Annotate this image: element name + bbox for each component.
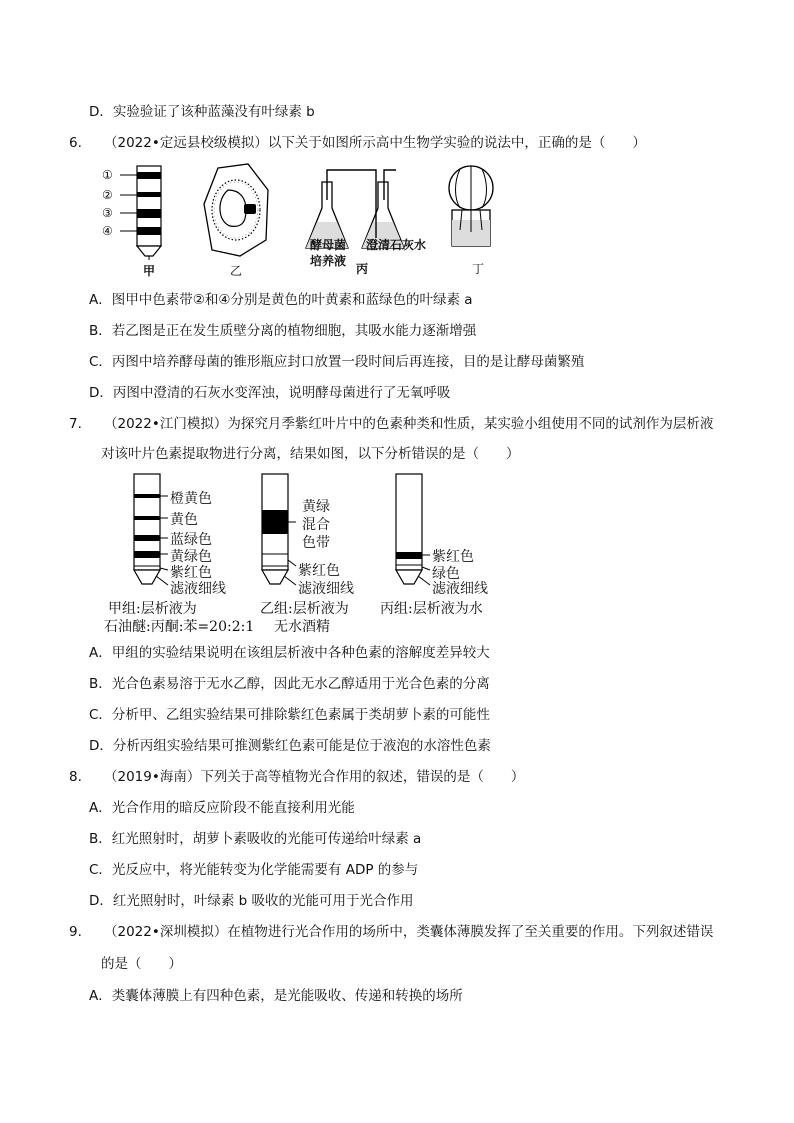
label-yeast-1: 酵母菌 [310,238,347,252]
q6-option-c: C．丙图中培养酵母菌的锥形瓶应封口放置一段时间后再连接，目的是让酵母菌繁殖 [89,354,585,370]
bing-label-1: 紫红色 [432,549,474,565]
strip-group-yi [262,474,296,585]
yi-label-3: 色带 [302,535,330,551]
jia-label-5: 紫红色 [170,565,212,581]
q8-option-c: C．光反应中，将光能转变为化学能需要有 ADP 的参与 [89,862,419,878]
cell-yi [204,164,268,256]
jia-label-3: 蓝绿色 [170,532,212,548]
q6-option-d: D．丙图中澄清的石灰水变浑浊，说明酵母菌进行了无氧呼吸 [89,385,451,401]
yi-label-5: 滤液细线 [298,581,354,597]
q8-option-a: A．光合作用的暗反应阶段不能直接利用光能 [89,800,355,816]
label-jia: 甲 [143,264,156,278]
question-6-number: 6. [69,135,82,151]
jia-caption-1: 甲组:层析液为 [108,601,197,617]
q8-option-b: B．红光照射时，胡萝卜素吸收的光能可传递给叶绿素 a [89,831,422,847]
bing-label-2: 绿色 [432,566,460,582]
jia-label-4: 黄绿色 [170,549,212,565]
question-8-number: 8. [69,769,82,785]
band-label-1: ① [102,168,113,182]
bing-label-3: 滤液细线 [432,581,488,597]
question-9-stem-1: （2022•深圳模拟）在植物进行光合作用的场所中，类囊体薄膜发挥了至关重要的作用。下列叙述错误 [104,924,714,940]
band-label-3: ③ [102,206,113,220]
q7-option-b: B．光合色素易溶于无水乙醇，因此无水乙醇适用于光合色素的分离 [89,676,490,692]
q7-figure [104,472,512,635]
yi-label-4: 紫红色 [298,563,340,579]
label-yi: 乙 [230,264,243,278]
q8-option-d: D．红光照射时，叶绿素 b 吸收的光能可用于光合作用 [89,893,414,909]
q9-option-a: A．类囊体薄膜上有四种色素，是光能吸收、传递和转换的场所 [89,988,463,1004]
strip-jia [120,166,161,260]
q7-option-a: A．甲组的实验结果说明在该组层析液中各种色素的溶解度差异较大 [89,645,490,661]
strip-group-jia [134,474,168,585]
onion-ding [449,166,493,246]
jia-label-1: 橙黄色 [170,491,212,507]
q7-option-c: C．分析甲、乙组实验结果可排除紫红色素属于类胡萝卜素的可能性 [89,707,490,723]
option-d-prev: D．实验验证了该种蓝藻没有叶绿素 b [89,104,315,120]
strip-group-bing [396,474,430,585]
bing-caption: 丙组:层析液为水 [380,601,483,617]
question-7-number: 7. [69,416,82,432]
band-label-4: ④ [102,224,113,238]
yi-label-2: 混合 [302,517,330,533]
question-6-stem: （2022•定远县校级模拟）以下关于如图所示高中生物学实验的说法中，正确的是（ ） [104,135,646,151]
label-yeast-2: 培养液 [310,254,347,268]
jia-label-2: 黄色 [170,512,198,528]
question-7-stem-2: 对该叶片色素提取物进行分离，结果如图，以下分析错误的是（ ） [101,446,520,462]
question-9-number: 9. [69,924,82,940]
q6-option-a: A．图甲中色素带②和④分别是黄色的叶黄素和蓝绿色的叶绿素 a [89,292,473,308]
question-9-stem-2: 的是（ ） [101,956,182,972]
label-ding: 丁 [472,262,485,276]
yi-caption-2: 无水酒精 [274,619,330,635]
label-bing: 丙 [356,262,369,276]
band-label-2: ② [102,188,113,202]
q7-option-d: D．分析丙组实验结果可推测紫红色素可能是位于液泡的水溶性色素 [89,738,491,754]
question-8-stem: （2019•海南）下列关于高等植物光合作用的叙述，错误的是（ ） [104,769,525,785]
jia-label-6: 滤液细线 [170,581,226,597]
q6-option-b: B．若乙图是正在发生质壁分离的植物细胞，其吸水能力逐渐增强 [89,323,477,339]
yi-label-1: 黄绿 [302,499,330,515]
question-7-stem-1: （2022•江门模拟）为探究月季紫红叶片中的色素种类和性质，某实验小组使用不同的试剂作为层析液 [104,416,714,432]
jia-caption-2: 石油醚:丙酮:苯=20:2:1 [104,619,255,635]
q6-figure [100,160,520,280]
yi-caption-1: 乙组:层析液为 [260,601,349,617]
label-limewater: 澄清石灰水 [366,238,427,252]
